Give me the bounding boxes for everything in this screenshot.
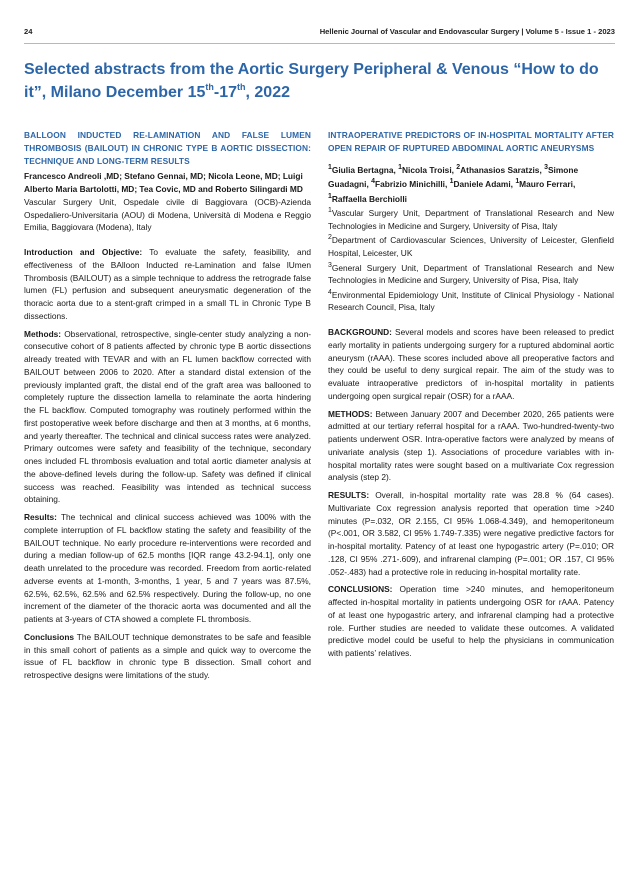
- affiliation: $^4$Environmental Epidemiology Unit, Institute of Clinical Physiology - National Research Council, Pisa, Italy: [328, 288, 614, 313]
- methods-paragraph: Methods: Observational, retrospective, single-center study analyzing a non-consecutive cohort of 8 patients affected by chronic type B aortic dissections already treated with TEVAR and with an FL lumen backflow corrected with BAILOUT between 2006 to 2020. After a standard distal extension of the previously implanted graft, the distal end of the graft area was ballooned to completely rupture the dissection lamella to relaminate the aorta hindering the FL backflow. Computed tomography was routinely performed within the first postoperative week before discharge and then at 3 months, at 6 months, and yearly thereafter. The technical and clinical success rates were analyzed. Primary outcomes were safety and feasibility of the technique, secondary ones included FL thrombosis evaluation and total aortic diameter analysis at the above-defined levels during the follow-up. Safety was defined if clinical success was reached. Feasibility was intended as technical success obtaining.: [24, 328, 311, 505]
- conclusions-paragraph: Conclusions The BAILOUT technique demonstrates to be safe and feasible in this small cohort of patients as a simple and quick way to overcome the issue of FL backflow in chronic type B dissection. Small cohort and retrospective designs were limitations of the study.: [24, 631, 311, 680]
- conclusions-paragraph: CONCLUSIONS: Operation time >240 minutes, and hemoperitoneum affected in-hospital mortality in patients undergoing OSR for rAAA. Patency of at least one hypogastric artery, and infrarenal clamping had a protective role. Further studies are needed to validate these outcomes. A validated predictive model could be useful to help the physicians in communication with patients’ relatives.: [328, 584, 614, 659]
- abstract-1: [24, 129, 311, 687]
- running-header: [24, 27, 615, 41]
- methods-paragraph: METHODS: Between January 2007 and December 2020, 265 patients were admitted at our tertiary referral hospital for a rAAA. Two-hundred-twenty-two patients underwent OSR. Intra-operative factors were analyzed by means of univariate analysis (step 1). Associations of procedure variables with in-hospital mortality rates were sought based on a multivariate Cox regression analysis (step 2).: [328, 408, 614, 483]
- results-paragraph: RESULTS: Overall, in-hospital mortality rate was 28.8 % (64 cases). Multivariate Cox regression analysis reported that operation time >240 minutes (P=.032, OR 2.155, CI 95% 1.068-4.349), and hemoperitoneum (P<.001, OR 3.582, CI 95% 1.749-7.335) were negative predictive factors for in-hospital mortality. Patency of at least one hypogastric artery (P=.010; OR .128, CI 95% .271-.609), and infrarenal clamping (P=.001; OR .157, CI 95% .052-.483) had a protective role in reducing in-hospital mortality rate.: [328, 490, 614, 577]
- header-rule: [24, 43, 615, 44]
- abstract-title: BALLOON INDUCTED RE-LAMINATION AND FALSE LUMEN THROMBOSIS (BAILOUT) IN CHRONIC TYPE B AORTIC DISSECTION: TECHNIQUE AND LONG-TERM RESULTS: [24, 130, 311, 166]
- affiliation: $^2$Department of Cardiovascular Sciences, University of Leicester, Glenfield Hospital, Leicester, UK: [328, 234, 614, 258]
- section-title: Selected abstracts from the Aortic Surgery Peripheral & Venous “How to do it”, Milano December 15th-17th, 2022: [24, 61, 599, 101]
- abstract-title: INTRAOPERATIVE PREDICTORS OF IN-HOSPITAL MORTALITY AFTER OPEN REPAIR OF RUPTURED ABDOMINAL AORTIC ANEURYSMS: [328, 130, 614, 153]
- affiliation: Vascular Surgery Unit, Ospedale civile di Baggiovara (OCB)-Azienda Ospedaliero-Universitaria (AOU) di Modena, Università di Modena e Reggio Emilia, Baggiovara (Modena), Italy: [24, 196, 311, 233]
- affiliation: $^1$Vascular Surgery Unit, Department of Translational Research and New Technologies in Medicine and Surgery, University of Pisa, Italy: [328, 207, 614, 231]
- author-list: Francesco Andreoli ,MD; Stefano Gennai, MD; Nicola Leone, MD; Luigi Alberto Maria Bartolotti, MD; Tea Covic, MD and Roberto Silingardi MD: [24, 171, 303, 194]
- background-paragraph: BACKGROUND: Several models and scores have been released to predict early mortality in patients undergoing surgery for a ruptured abdominal aortic aneurysm (rAAA). These scores included above all preoperative factors and they could be useful to deny surgical repair. The aim of the study was to evaluate intraoperative predictors of in-hospital mortality in patients undergoing open surgical repair (OSR) for a rAAA.: [328, 327, 614, 401]
- journal-info: Hellenic Journal of Vascular and Endovascular Surgery | Volume 5 - Issue 1 - 2023: [319, 27, 615, 36]
- abstract-2: [328, 129, 614, 665]
- affiliation: $^3$General Surgery Unit, Department of Translational Research and New Technologies in Medicine and Surgery, University of Pisa, Pisa, Italy: [328, 261, 614, 286]
- page-number: 24: [24, 27, 33, 36]
- results-paragraph: Results: The technical and clinical success achieved was 100% with the complete interruption of FL backflow stating the safety and feasibility of the BAILOUT technique. No early procedure re-interventions were recorded and during a median follow-up of 62.5 months [IQR range 43.2-94.1], only one death unrelated to the procedure was recorded. Freedom from aortic-related adverse events at 1-month, 3-months, 1 year, 5 and 7 years was 87.5%, 62.5%, 62.5%, 62.5% and 62.5% respectively. During the follow-up, no one increment of the diameter of the thoracic aorta was documented and all the patients at 3-years of CTA showed a complete FL thrombosis.: [24, 512, 311, 624]
- author-list: $^1$Giulia Bertagna, $^1$Nicola Troisi, $^2$Athanasios Saratzis, $^3$Simone Guadagni, $^4$Fabrizio Minichilli, $^1$Daniele Adami, $^1$Mauro Ferrari, $^1$Raffaella Berchiolli: [328, 163, 579, 204]
- intro-paragraph: Introduction and Objective: To evaluate the safety, feasibility, and effectiveness of the BAlloon Inducted re-Lamination and false lUmen Thrombosis (BAILOUT) as a simple technique to address the retrograde false lumen (FL) perfusion and subsequent aneurysmatic degeneration of the thoracic aorta due to a stent-graft crimped in a small TL in Chronic Type B dissections.: [24, 247, 311, 321]
